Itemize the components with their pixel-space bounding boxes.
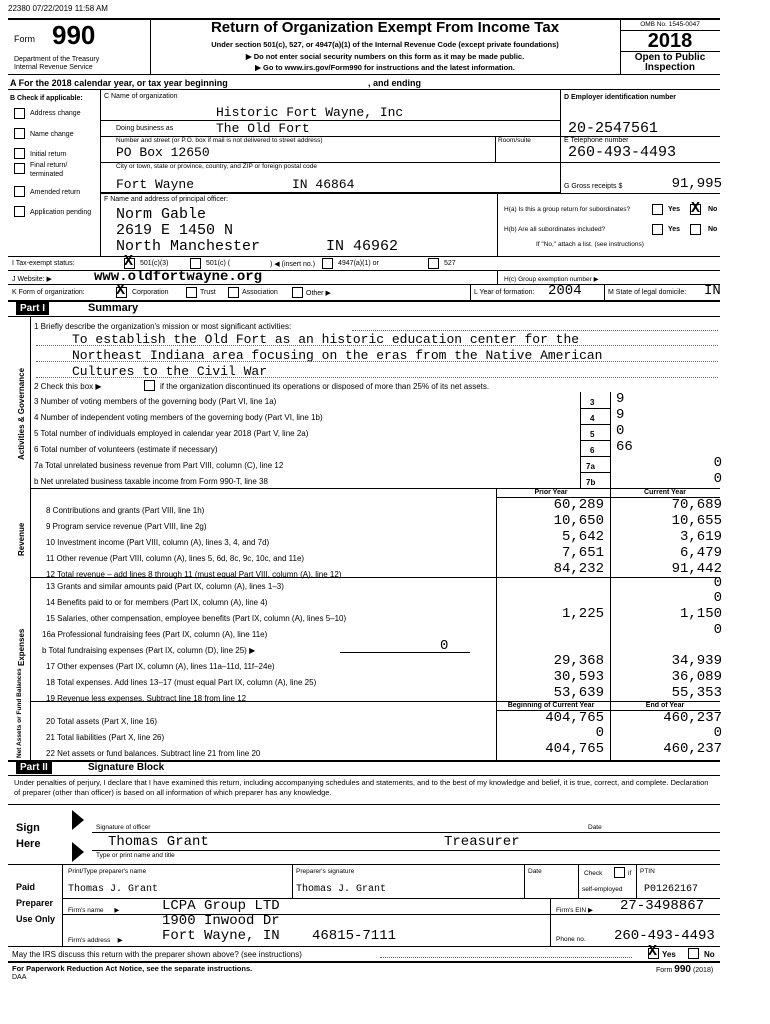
org-form-corporation-mark: X: [116, 282, 126, 299]
line-j-label: J Website: ▶: [12, 276, 52, 283]
firm-name[interactable]: LCPA Group LTD: [162, 898, 280, 914]
line-12-label: 12 Total revenue – add lines 8 through 11 (must equal Part VIII, column (A), line 12): [46, 570, 342, 579]
org-form-association-checkbox[interactable]: [228, 287, 239, 298]
line-9-current[interactable]: 10,655: [671, 513, 722, 529]
line-21-begin[interactable]: 0: [595, 725, 604, 741]
firm-phone-label: Phone no.: [556, 936, 586, 943]
h-a-yes-checkbox[interactable]: [652, 204, 663, 215]
line-6-number: 6: [590, 446, 595, 455]
line-16a-label: 16a Professional fundraising fees (Part IX, column (A), line 11e): [42, 630, 268, 639]
line-20-begin[interactable]: 404,765: [545, 710, 604, 726]
checkbox-address-change[interactable]: [14, 108, 25, 119]
officer-signature-label: Signature of officer: [96, 824, 151, 831]
org-state-zip[interactable]: IN 46864: [292, 177, 355, 192]
check-label: Check: [584, 870, 603, 877]
h-b-no-label: No: [708, 226, 718, 233]
if-label: if: [628, 870, 632, 877]
line-18-prior[interactable]: 30,593: [553, 669, 604, 685]
line-16b-value[interactable]: 0: [440, 638, 449, 654]
firm-address-1[interactable]: 1900 Inwood Dr: [162, 913, 280, 929]
print-timestamp: 22380 07/22/2019 11:58 AM: [8, 4, 108, 13]
h-a-question: H(a) Is this a group return for subordinates?: [504, 206, 631, 213]
form-number: 990: [52, 20, 96, 50]
amended-return-label: Amended return: [30, 189, 81, 196]
status-4947-checkbox[interactable]: [322, 258, 333, 269]
discuss-no-checkbox[interactable]: [688, 948, 699, 959]
col-end-year: End of Year: [645, 702, 685, 709]
line-21-label: 21 Total liabilities (Part X, line 26): [46, 733, 165, 742]
h-c-label: H(c) Group exemption number ▶: [504, 276, 599, 283]
line-18-label: 18 Total expenses. Add lines 13–17 (must equal Part IX, column (A), line 25): [46, 678, 317, 687]
line-22-end[interactable]: 460,237: [663, 741, 722, 757]
paid-label: Paid: [16, 882, 36, 892]
line-17-prior[interactable]: 29,368: [553, 653, 604, 669]
line-15-current[interactable]: 1,150: [679, 606, 722, 622]
firm-zip[interactable]: 46815-7111: [312, 928, 397, 944]
street-address[interactable]: PO Box 12650: [116, 145, 210, 160]
org-city[interactable]: Fort Wayne: [116, 177, 195, 192]
line-7a-number: 7a: [586, 462, 595, 471]
line-16a-current[interactable]: 0: [713, 622, 722, 638]
here-label: Here: [16, 838, 41, 850]
year-formation-value[interactable]: 2004: [548, 283, 582, 299]
h-a-yes-label: Yes: [668, 206, 681, 213]
application-pending-label: Application pending: [30, 209, 92, 216]
line-14-label: 14 Benefits paid to or for members (Part IX, column (A), line 4): [46, 598, 268, 607]
line-i-label: I Tax-exempt status:: [12, 260, 75, 267]
line-22-label: 22 Net assets or fund balances. Subtract line 21 from line 20: [46, 749, 261, 758]
final-return-label: Final return/ terminated: [30, 162, 68, 178]
line-20-end[interactable]: 460,237: [663, 710, 722, 726]
line-11-label: 11 Other revenue (Part VIII, column (A), lines 5, 6d, 8c, 9c, 10c, and 11e): [46, 554, 305, 563]
domicile-label: M State of legal domicile:: [608, 289, 687, 296]
line-8-current[interactable]: 70,689: [671, 497, 722, 513]
irs-label: Internal Revenue Service: [14, 64, 93, 71]
form-word: Form: [14, 34, 35, 44]
line-21-end[interactable]: 0: [713, 725, 722, 741]
line-11-current[interactable]: 6,479: [679, 545, 722, 561]
status-501c3-label: 501(c)(3): [140, 260, 169, 267]
ein-label: D Employer identification number: [564, 94, 677, 101]
preparer-label: Preparer: [16, 898, 54, 908]
line-13-current[interactable]: 0: [713, 575, 722, 591]
line-19-current[interactable]: 55,353: [671, 685, 722, 701]
inspection: Inspection: [644, 62, 695, 73]
checkbox-initial-return[interactable]: [14, 148, 25, 159]
address-change-label: Address change: [30, 110, 81, 117]
telephone-label: E Telephone number: [564, 137, 629, 144]
firm-address-label: Firm's address ▶: [68, 937, 123, 944]
firm-ein-label: Firm's EIN ▶: [556, 907, 593, 914]
line-20-label: 20 Total assets (Part X, line 16): [46, 717, 158, 726]
sign-label: Sign: [16, 822, 40, 834]
side-label-net-assets: Net Assets or Fund Balances: [16, 668, 23, 758]
sign-arrows-icon: [72, 808, 86, 864]
initial-return-label: Initial return: [30, 151, 67, 158]
discuss-no-label: No: [704, 950, 715, 959]
discuss-question: May the IRS discuss this return with the preparer shown above? (see instructions): [12, 950, 302, 959]
firm-name-label: Firm's name ▶: [68, 907, 120, 914]
status-501c-label: 501(c) (: [206, 260, 231, 267]
officer-name[interactable]: Norm Gable: [116, 206, 207, 223]
mission-line-2[interactable]: Northeast Indiana area focusing on the eras from the Native American: [72, 348, 603, 363]
self-employed-checkbox[interactable]: [614, 867, 625, 878]
firm-phone[interactable]: 260-493-4493: [614, 928, 715, 944]
col-beginning-year: Beginning of Current Year: [507, 702, 595, 709]
h-b-yes-checkbox[interactable]: [652, 224, 663, 235]
form-subtitle-3: ▶ Go to www.irs.gov/Form990 for instructions and the latest information.: [255, 63, 515, 72]
checkbox-final-return[interactable]: [14, 163, 25, 174]
line-7a-label: 7a Total unrelated business revenue from Part VIII, column (C), line 12: [34, 461, 284, 470]
sign-date-label: Date: [588, 824, 602, 831]
org-name[interactable]: Historic Fort Wayne, Inc: [216, 105, 404, 120]
officer-label: F Name and address of principal officer:: [104, 196, 228, 203]
line-7b-label: b Net unrelated business taxable income from Form 990-T, line 38: [34, 477, 268, 486]
preparer-signature[interactable]: Thomas J. Grant: [296, 884, 387, 895]
line-16b-label: b Total fundraising expenses (Part IX, column (D), line 25) ▶: [42, 646, 256, 655]
status-4947-label: 4947(a)(1) or: [338, 260, 379, 267]
checkbox-application-pending[interactable]: [14, 206, 25, 217]
line-3-number: 3: [590, 398, 595, 407]
line-15-prior[interactable]: 1,225: [561, 606, 604, 622]
line-8-prior[interactable]: 60,289: [553, 497, 604, 513]
line-7b-number: 7b: [586, 478, 596, 487]
street-label: Number and street (or P.O. box if mail is not delivered to street address): [116, 137, 323, 144]
year-formation-label: L Year of formation:: [474, 289, 535, 296]
line-2-text: if the organization discontinued its operations or disposed of more than 25% of its net assets.: [160, 382, 490, 391]
dept-treasury: Department of the Treasury: [14, 56, 100, 63]
line-15-label: 15 Salaries, other compensation, employee benefits (Part IX, column (A), lines 5–10): [46, 614, 347, 623]
line-3-value[interactable]: 9: [616, 391, 625, 407]
line-6-value[interactable]: 66: [616, 439, 633, 455]
line-19-label: 19 Revenue less expenses. Subtract line 18 from line 12: [46, 694, 247, 703]
line-3-label: 3 Number of voting members of the governing body (Part VI, line 1a): [34, 397, 277, 406]
discuss-yes-mark: X: [648, 943, 658, 960]
preparer-signature-label: Preparer's signature: [296, 868, 355, 875]
line-4-value[interactable]: 9: [616, 407, 625, 423]
officer-city[interactable]: North Manchester: [116, 238, 261, 255]
h-b-question: H(b) Are all subordinates included?: [504, 226, 606, 233]
firm-address-2[interactable]: Fort Wayne, IN: [162, 928, 280, 944]
h-b-note: If "No," attach a list. (see instructions): [536, 241, 644, 248]
telephone-value[interactable]: 260-493-4493: [568, 144, 677, 161]
line-12-prior[interactable]: 84,232: [553, 561, 604, 577]
gross-receipts-value[interactable]: 91,995: [671, 176, 722, 192]
org-name-label: C Name of organization: [104, 93, 178, 100]
line-7b-value[interactable]: 0: [713, 471, 722, 487]
gross-receipts-label: G Gross receipts $: [564, 183, 623, 190]
ein-value[interactable]: 20-2547561: [568, 120, 659, 137]
part-2-tag: Part II: [16, 762, 52, 774]
status-527-label: 527: [444, 260, 456, 267]
room-suite-label: Room/suite: [498, 137, 531, 144]
name-change-label: Name change: [30, 131, 74, 138]
officer-address[interactable]: 2619 E 1450 N: [116, 222, 234, 239]
self-employed-label: self-employed: [582, 886, 623, 893]
line-9-prior[interactable]: 10,650: [553, 513, 604, 529]
line-1-label: 1 Briefly describe the organization's mission or most significant activities:: [34, 322, 292, 331]
line-19-prior[interactable]: 53,639: [553, 685, 604, 701]
h-a-no-mark: X: [691, 200, 701, 217]
line-8-label: 8 Contributions and grants (Part VIII, line 1h): [46, 506, 205, 515]
line-10-label: 10 Investment income (Part VIII, column (A), lines 3, 4, and 7d): [46, 538, 270, 547]
line-18-current[interactable]: 36,089: [671, 669, 722, 685]
officer-state-zip[interactable]: IN 46962: [326, 238, 399, 255]
preparer-name[interactable]: Thomas J. Grant: [68, 884, 159, 895]
org-form-corporation-label: Corporation: [132, 289, 169, 296]
line-12-current[interactable]: 91,442: [671, 561, 722, 577]
preparer-name-label: Print/Type preparer's name: [68, 868, 147, 875]
line-5-label: 5 Total number of individuals employed in calendar year 2018 (Part V, line 2a): [34, 429, 309, 438]
line-2-checkbox[interactable]: [144, 380, 155, 391]
type-name-label: Type or print name and title: [96, 852, 175, 859]
line-11-prior[interactable]: 7,651: [561, 545, 604, 561]
h-b-no-checkbox[interactable]: [690, 224, 701, 235]
line-10-current[interactable]: 3,619: [679, 529, 722, 545]
col-prior-year: Prior Year: [534, 489, 568, 496]
officer-signed-name[interactable]: Thomas Grant: [108, 834, 209, 850]
part-1-title: Summary: [88, 302, 139, 314]
officer-title[interactable]: Treasurer: [444, 834, 520, 850]
line-7a-value[interactable]: 0: [713, 455, 722, 471]
line-5-value[interactable]: 0: [616, 423, 625, 439]
h-b-yes-label: Yes: [668, 226, 681, 233]
form-subtitle-1: Under section 501(c), 527, or 4947(a)(1) of the Internal Revenue Code (except private foundations): [211, 40, 559, 49]
ptin-label: PTIN: [640, 868, 655, 875]
mission-line-1[interactable]: To establish the Old Fort as an historic education center for the: [72, 332, 580, 347]
use-only-label: Use Only: [16, 914, 56, 924]
city-label: City or town, state or province, country, and ZIP or foreign postal code: [116, 163, 317, 170]
line-6-label: 6 Total number of volunteers (estimate if necessary): [34, 445, 218, 454]
omb-number: OMB No. 1545-0047: [640, 21, 700, 28]
line-17-current[interactable]: 34,939: [671, 653, 722, 669]
part-1-tag: Part I: [16, 302, 49, 315]
line-22-begin[interactable]: 404,765: [545, 741, 604, 757]
org-form-other-label: Other ▶: [306, 290, 331, 297]
line-2-label: 2 Check this box ▶: [34, 382, 102, 391]
line-10-prior[interactable]: 5,642: [561, 529, 604, 545]
checkbox-name-change[interactable]: [14, 128, 25, 139]
org-form-trust-checkbox[interactable]: [186, 287, 197, 298]
line-13-label: 13 Grants and similar amounts paid (Part IX, column (A), lines 1–3): [46, 582, 284, 591]
checkbox-amended-return[interactable]: [14, 186, 25, 197]
penalty-statement: Under penalties of perjury, I declare that I have examined this return, including accompanying schedules and statements, and to the best of my knowledge and belief, it is true, correct, and complete. Declaration of preparer (other than officer) is based on all information of which preparer has any knowledge.: [14, 778, 709, 797]
domicile-value[interactable]: IN: [704, 283, 721, 299]
line-4-label: 4 Number of independent voting members of the governing body (Part VI, line 1b): [34, 413, 323, 422]
side-label-governance: Activities & Governance: [17, 367, 26, 460]
status-527-checkbox[interactable]: [428, 258, 439, 269]
line-a-ending: , and ending: [368, 78, 421, 88]
line-5-number: 5: [590, 430, 595, 439]
discuss-yes-label: Yes: [662, 950, 676, 959]
form-subtitle-2: ▶ Do not enter social security numbers on this form as it may be made public.: [245, 52, 525, 61]
ptin-value[interactable]: P01262167: [644, 884, 699, 895]
line-9-label: 9 Program service revenue (Part VIII, line 2g): [46, 522, 207, 531]
open-to-public: Open to Public: [634, 52, 706, 63]
section-b-title: B Check if applicable:: [10, 95, 83, 102]
h-a-no-label: No: [708, 206, 718, 213]
org-form-association-label: Association: [242, 289, 278, 296]
firm-ein[interactable]: 27-3498867: [620, 898, 705, 914]
status-501c-checkbox[interactable]: [190, 258, 201, 269]
line-14-current[interactable]: 0: [713, 590, 722, 606]
daa-label: DAA: [12, 974, 27, 981]
mission-line-3[interactable]: Cultures to the Civil War: [72, 364, 268, 379]
dba-name[interactable]: The Old Fort: [216, 121, 310, 136]
preparer-date-label: Date: [528, 868, 542, 875]
status-501c-insert: ) ◀ (insert no.): [270, 261, 316, 268]
line-k-label: K Form of organization:: [12, 289, 85, 296]
website-value[interactable]: www.oldfortwayne.org: [94, 269, 263, 285]
status-501c3-mark: X: [124, 253, 134, 270]
org-form-other-checkbox[interactable]: [292, 287, 303, 298]
org-form-trust-label: Trust: [200, 289, 216, 296]
side-label-expenses: Expenses: [17, 628, 26, 666]
paperwork-notice: For Paperwork Reduction Act Notice, see the separate instructions.: [12, 964, 253, 973]
col-current-year: Current Year: [644, 489, 686, 496]
side-label-revenue: Revenue: [17, 522, 26, 556]
line-4-number: 4: [590, 414, 595, 423]
footer-form-label: Form 990 (2018): [656, 964, 714, 975]
tax-year: 2018: [647, 30, 693, 52]
form-title: Return of Organization Exempt From Income Tax: [210, 19, 560, 36]
line-a-label: A For the 2018 calendar year, or tax year beginning: [10, 78, 228, 88]
dba-label: Doing business as: [116, 125, 174, 132]
line-17-label: 17 Other expenses (Part IX, column (A), lines 11a–11d, 11f–24e): [46, 662, 275, 671]
part-2-title: Signature Block: [88, 762, 165, 773]
